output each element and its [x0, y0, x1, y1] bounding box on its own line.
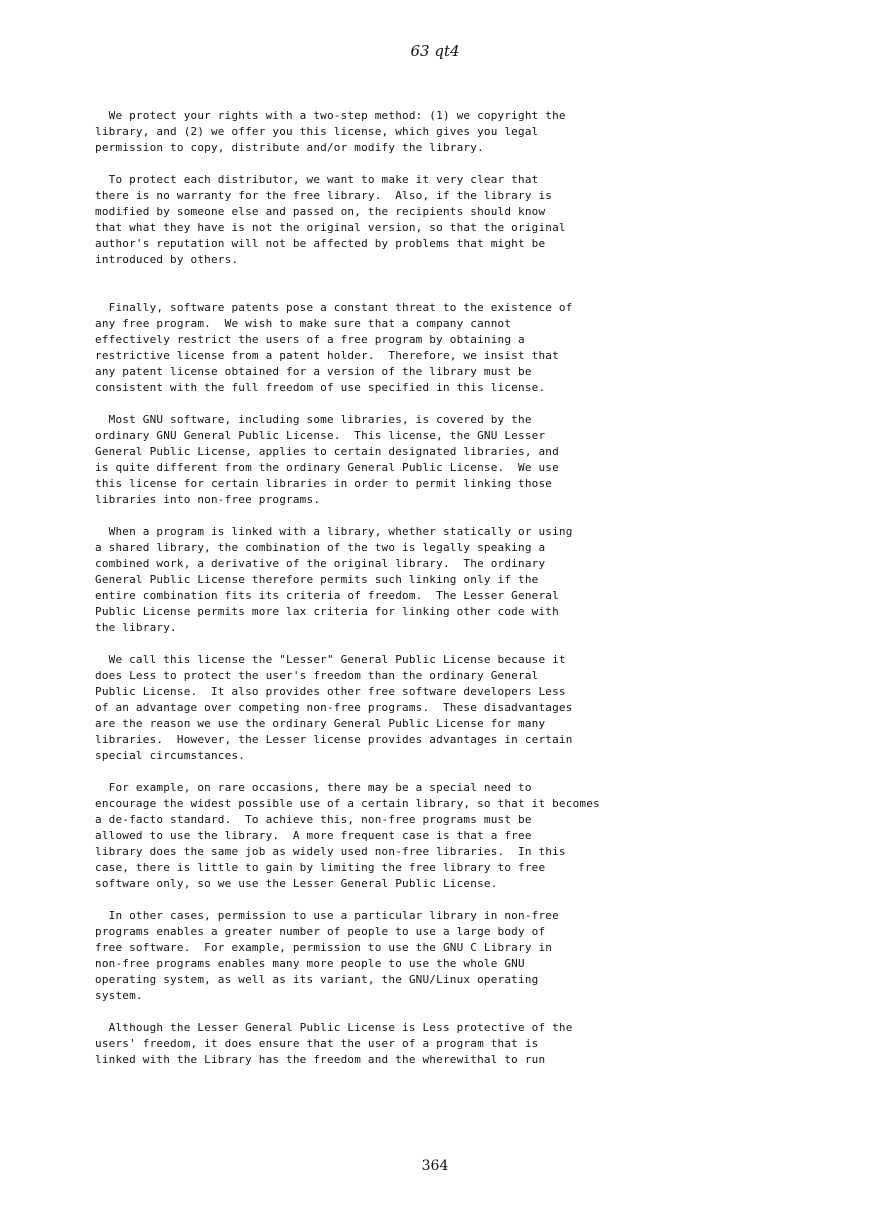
license-body: [95, 108, 815, 1068]
paragraph-other-cases: In other cases, permission to use a particular library in non-free programs enables a greater number of people to use a large body of free software. For example, permission to use the GNU C Library in non-free programs enables many more people to use the whole GNU operating system, as well as its variant, the GNU/Linux operating system.: [95, 909, 559, 1002]
paragraph-software-patents: Finally, software patents pose a constant threat to the existence of any free program. We wish to make sure that a company cannot effectively restrict the users of a free program by obtaining a restrictive license from a patent holder. Therefore, we insist that any patent license obtained for a version of the library must be consistent with the full freedom of use specified in this license.: [95, 301, 573, 394]
paragraph-lesser-name: We call this license the "Lesser" General Public License because it does Less to protect the user's freedom than the ordinary General Public License. It also provides other free software developers Less of an advantage over competing non-free programs. These disadvantages are the reason we use the ordinary General Public License for many libraries. However, the Lesser license provides advantages in certain special circumstances.: [95, 653, 573, 762]
page-header: 63 qt4: [410, 42, 460, 60]
paragraph-de-facto-standard: For example, on rare occasions, there may be a special need to encourage the widest possible use of a certain library, so that it becomes a de-facto standard. To achieve this, non-free programs must be allowed to use the library. A more frequent case is that a free library does the same job as widely used non-free libraries. In this case, there is little to gain by limiting the free library to free software only, so we use the Lesser General Public License.: [95, 781, 600, 890]
paragraph-no-warranty: To protect each distributor, we want to make it very clear that there is no warranty for the free library. Also, if the library is modified by someone else and passed on, the recipients should know that what they have is not the original version, so that the original author's reputation will not be affected by problems that might be introduced by others.: [95, 173, 566, 266]
page-number: 364: [421, 1158, 449, 1174]
paragraph-two-step-method: We protect your rights with a two-step method: (1) we copyright the library, and (2) we offer you this license, which gives you legal permission to copy, distribute and/or modify the library.: [95, 109, 566, 154]
paragraph-users-freedom: Although the Lesser General Public License is Less protective of the users' freedom, it does ensure that the user of a program that is linked with the Library has the freedom and the wherewithal to run: [95, 1021, 573, 1066]
paragraph-linking: When a program is linked with a library, whether statically or using a shared library, the combination of the two is legally speaking a combined work, a derivative of the original library. The ordinary General Public License therefore permits such linking only if the entire combination fits its criteria of freedom. The Lesser General Public License permits more lax criteria for linking other code with the library.: [95, 525, 573, 634]
paragraph-gnu-software: Most GNU software, including some libraries, is covered by the ordinary GNU General Public License. This license, the GNU Lesser General Public License, applies to certain designated libraries, and is quite different from the ordinary General Public License. We use this license for certain libraries in order to permit linking those libraries into non-free programs.: [95, 413, 559, 506]
